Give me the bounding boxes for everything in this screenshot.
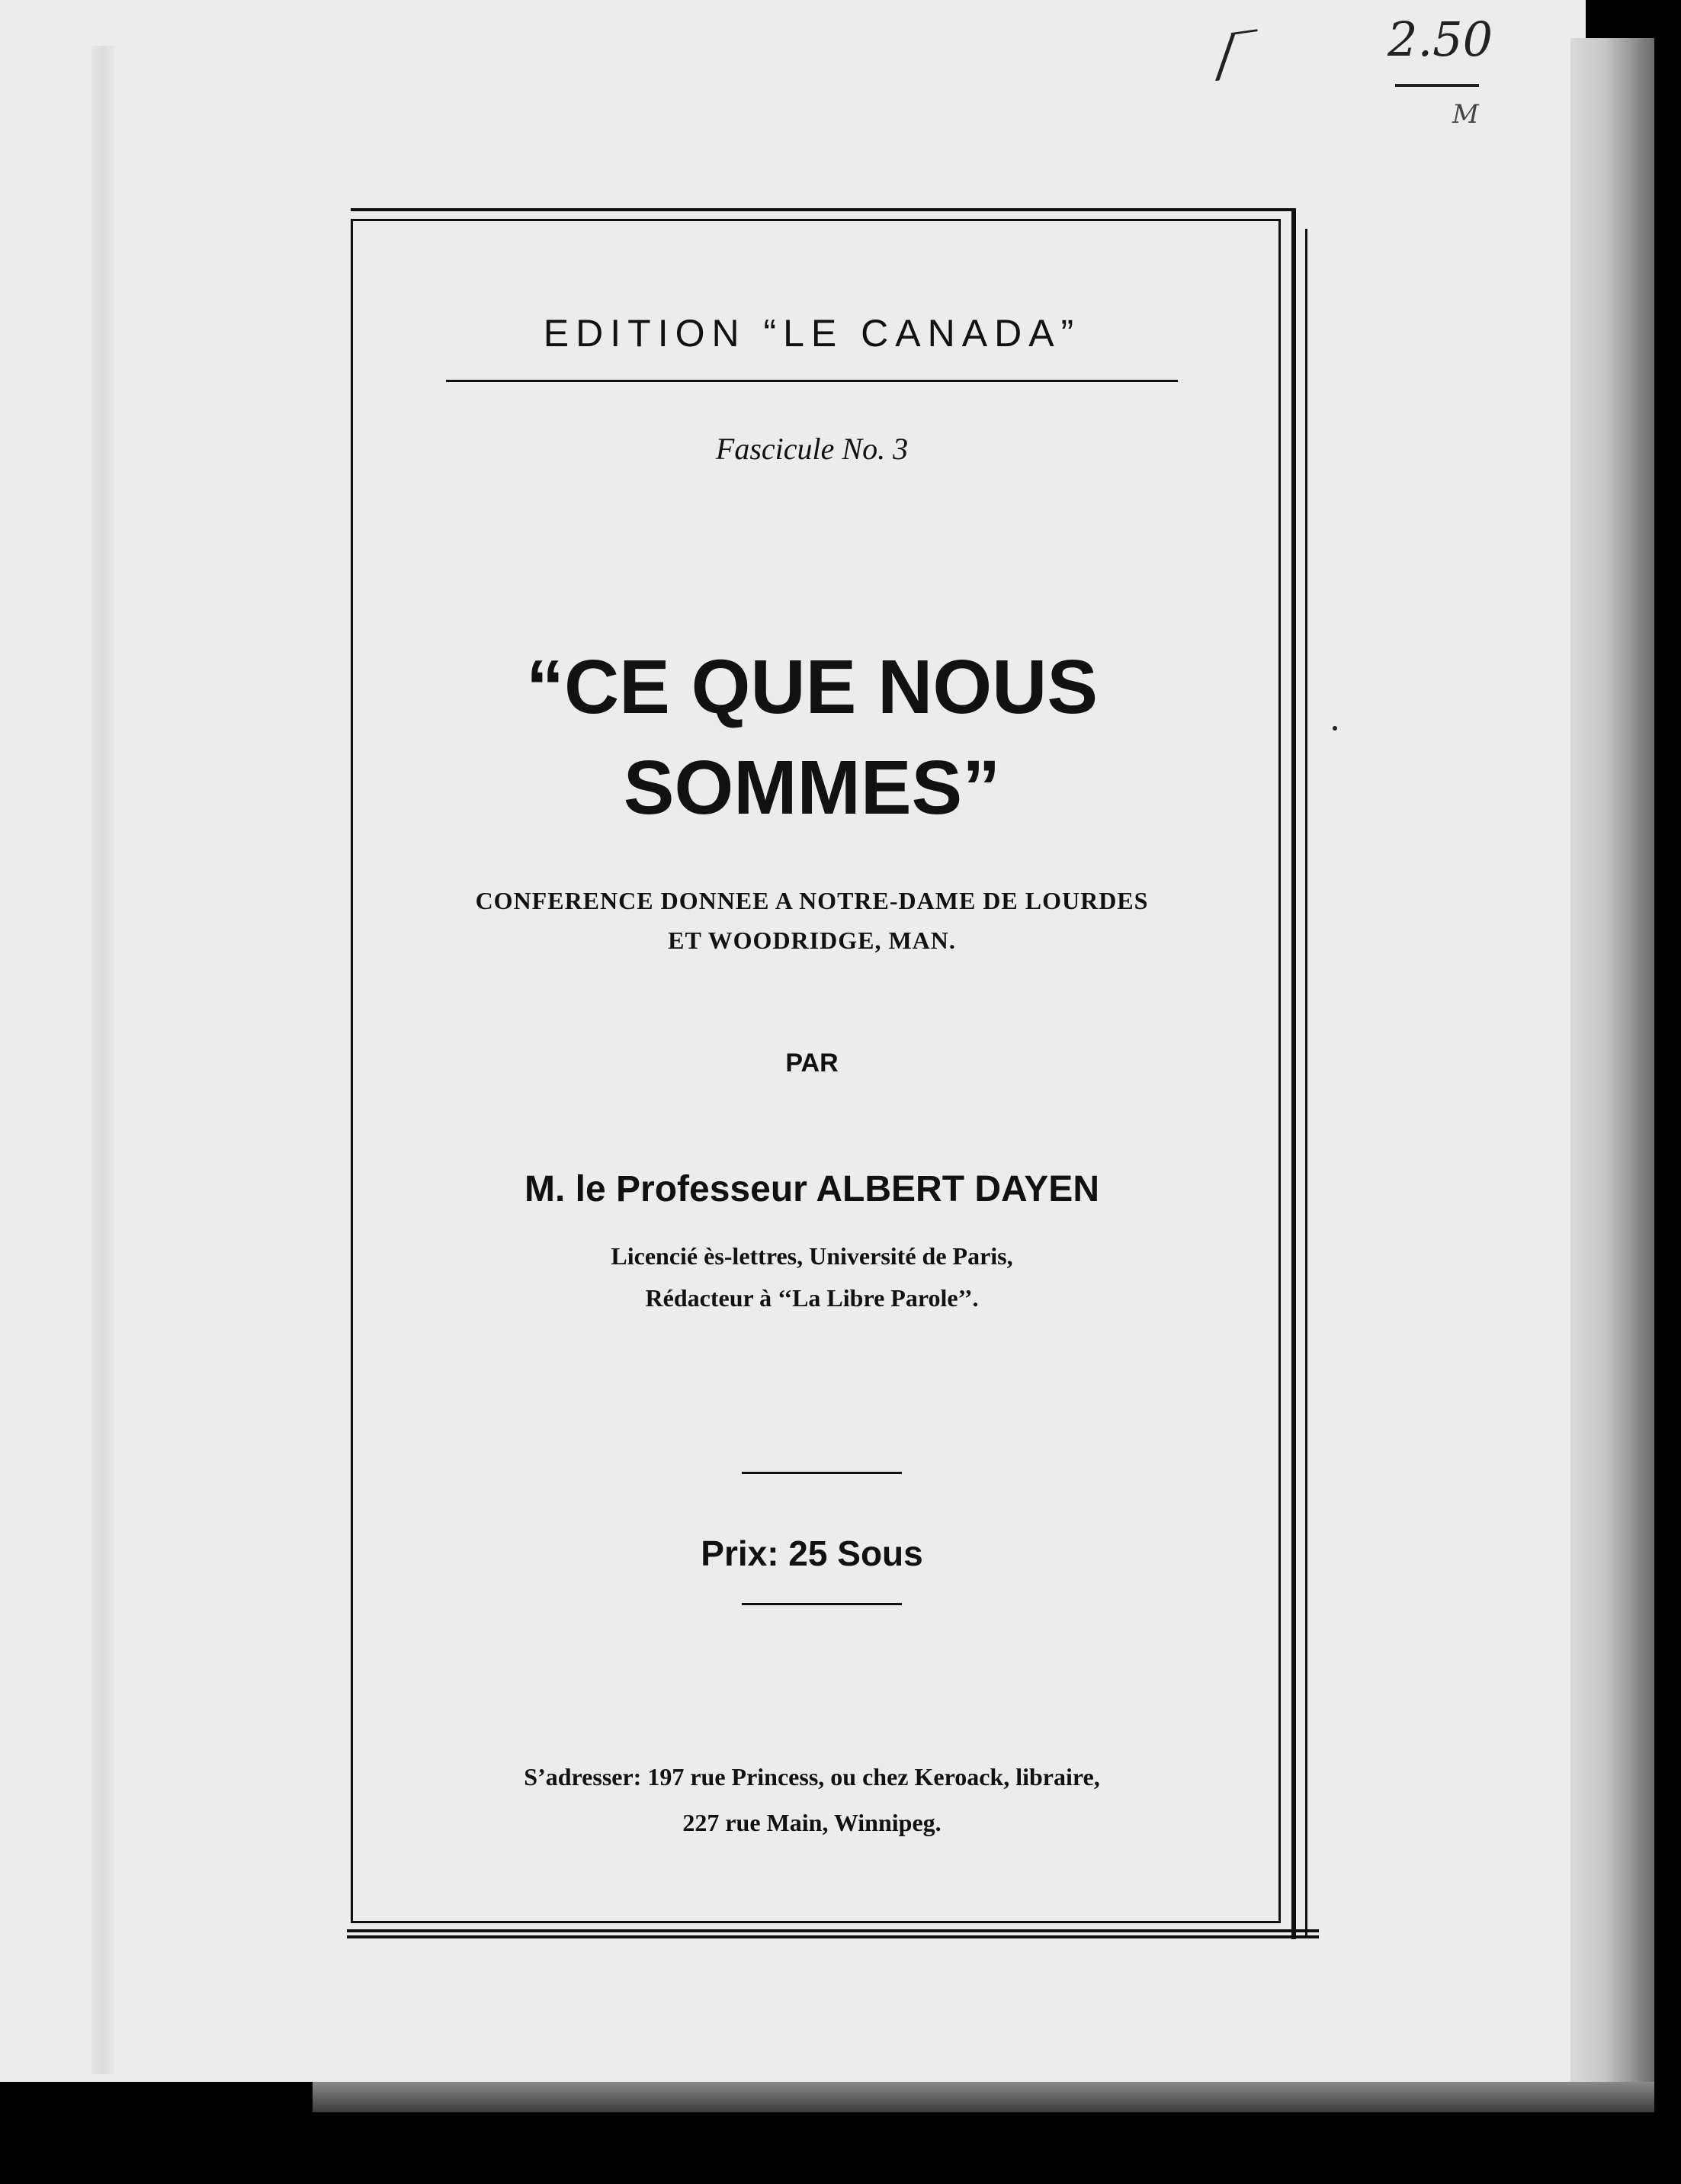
main-title-line-2: SOMMES” (623, 745, 1001, 830)
handwritten-code: M (1452, 99, 1479, 130)
edition-rule (446, 380, 1178, 382)
author-credentials (358, 1235, 1266, 1319)
subtitle (358, 881, 1266, 960)
author-name: M. le Professeur ALBERT DAYEN (525, 1169, 1099, 1209)
fascicule-number: Fascicule No. 3 (715, 432, 909, 466)
address-line-2: 227 rue Main, Winnipeg. (682, 1809, 942, 1836)
frame-bottom-rule (347, 1929, 1319, 1938)
main-title (358, 637, 1266, 838)
credential-line-2: Rédacteur à ‘‘La Libre Parole’’. (645, 1284, 979, 1312)
frame-right-rule (1305, 229, 1313, 1937)
page-crease (91, 46, 114, 2074)
handwritten-underline (1395, 84, 1479, 87)
credential-line-1: Licencié ès-lettres, Université de Paris, (611, 1242, 1013, 1270)
page-edge (1570, 38, 1654, 2112)
edition-heading: EDITION “LE CANADA” (543, 312, 1081, 355)
subtitle-line-1: CONFERENCE DONNEE A NOTRE-DAME DE LOURDES (475, 887, 1149, 914)
ink-speck (1333, 726, 1337, 731)
address (358, 1754, 1266, 1845)
subtitle-line-2: ET WOODRIDGE, MAN. (668, 927, 956, 954)
handwritten-price: 2.50 (1387, 11, 1493, 67)
price-rule-bottom (742, 1603, 902, 1605)
page-shadow (313, 2082, 1654, 2112)
address-line-1: S’adresser: 197 rue Princess, ou chez Keroack, libraire, (524, 1763, 1100, 1791)
price: Prix: 25 Sous (701, 1534, 923, 1573)
handwritten-mark: /‾ (1211, 20, 1266, 88)
main-title-line-1: “CE QUE NOUS (525, 644, 1099, 730)
price-rule-top (742, 1472, 902, 1474)
par-label: PAR (785, 1049, 839, 1078)
